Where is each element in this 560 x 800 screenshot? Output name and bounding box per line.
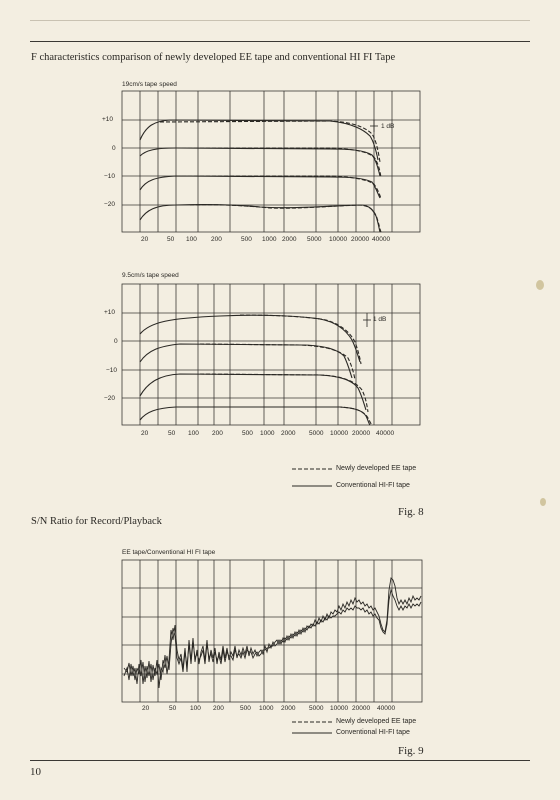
paper-stain	[536, 280, 544, 290]
chart1-xtick: 1000	[262, 236, 277, 243]
chart2-db-marker-label: 1 dB	[373, 316, 387, 323]
chart1-xtick: 10000	[329, 236, 348, 243]
chart1-xtick: 100	[186, 236, 197, 243]
chart2-ytick-0: 0	[114, 338, 118, 345]
chart1-xtick: 40000	[372, 236, 391, 243]
chart2-speed-label: 9.5cm/s tape speed	[122, 272, 179, 279]
chart1-speed-label: 19cm/s tape speed	[122, 81, 177, 88]
fig9-xtick: 20000	[352, 705, 371, 712]
fig8-legend-conv: Conventional HI-FI tape	[336, 482, 410, 489]
chart2-xtick: 2000	[281, 430, 296, 437]
chart2-xtick: 50	[168, 430, 176, 437]
fig9-xtick: 200	[213, 705, 224, 712]
chart2-xtick: 20000	[352, 430, 371, 437]
chart1-ytick-0: 0	[112, 145, 116, 152]
chart1-xtick: 2000	[282, 236, 297, 243]
fig9-xtick: 500	[240, 705, 251, 712]
fig9-xtick: 50	[169, 705, 177, 712]
chart1-ytick-minus20: −20	[104, 201, 116, 208]
chart2-ytick-minus20: −20	[104, 395, 116, 402]
fig9-label: Fig. 9	[398, 745, 424, 757]
chart2-xtick: 20	[141, 430, 149, 437]
chart2-ytick-plus10: +10	[104, 309, 116, 316]
chart2-xtick: 500	[242, 430, 253, 437]
chart1-ytick-minus10: −10	[104, 173, 116, 180]
chart2-xtick: 100	[188, 430, 199, 437]
fig8-label: Fig. 8	[398, 506, 424, 518]
section-title: F characteristics comparison of newly developed EE tape and conventional HI FI Tape	[31, 52, 396, 63]
chart2-xtick: 10000	[330, 430, 349, 437]
chart2-xtick: 200	[212, 430, 223, 437]
fig9-xtick: 5000	[309, 705, 324, 712]
chart1-xtick: 500	[241, 236, 252, 243]
paper-stain	[540, 498, 546, 506]
chart1-xtick: 200	[211, 236, 222, 243]
fig9-xtick: 1000	[259, 705, 274, 712]
chart1-xtick: 5000	[307, 236, 322, 243]
chart2-xtick: 40000	[376, 430, 395, 437]
page-number: 10	[30, 766, 41, 778]
chart1-xtick: 20	[141, 236, 149, 243]
fig9-xtick: 10000	[330, 705, 349, 712]
footer-rule	[30, 760, 530, 761]
fig9-xtick: 40000	[377, 705, 396, 712]
fig9-xtick: 100	[190, 705, 201, 712]
fig9-legend-conv: Conventional HI-FI tape	[336, 729, 410, 736]
fig9-subtitle: EE tape/Conventional HI FI tape	[122, 549, 216, 556]
chart1-db-marker-label: 1 dB	[381, 123, 395, 130]
chart1-ytick-plus10: +10	[102, 116, 114, 123]
chart2-xtick: 1000	[260, 430, 275, 437]
chart2-xtick: 5000	[309, 430, 324, 437]
snr-title: S/N Ratio for Record/Playback	[31, 516, 162, 527]
fig8-legend-new: Newly developed EE tape	[336, 465, 417, 472]
fig9-xtick: 20	[142, 705, 150, 712]
fig9-legend-new: Newly developed EE tape	[336, 718, 417, 725]
chart1-xtick: 50	[167, 236, 175, 243]
chart1-xtick: 20000	[351, 236, 370, 243]
fig9-xtick: 2000	[281, 705, 296, 712]
chart2-ytick-minus10: −10	[106, 367, 118, 374]
